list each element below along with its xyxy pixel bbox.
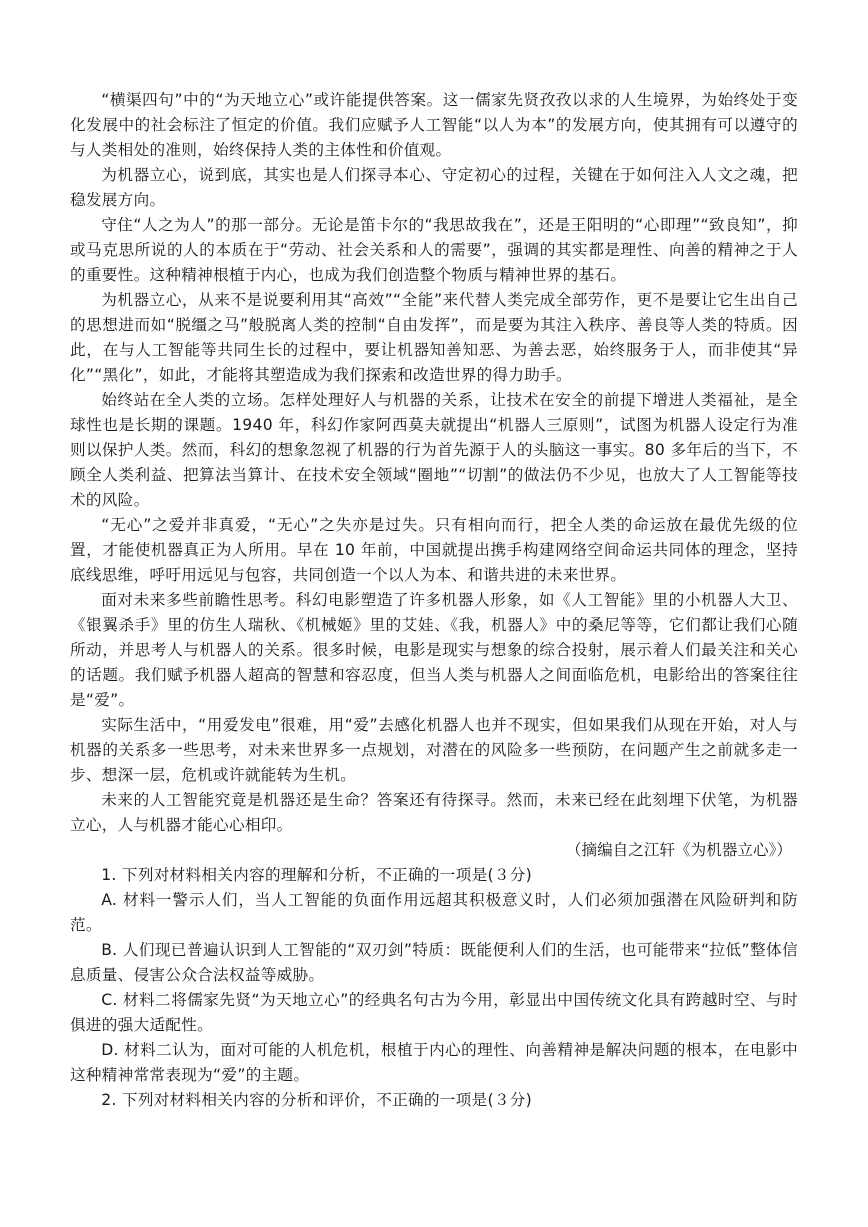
- question-1-option-d: D. 材料二认为，面对可能的人机危机，根植于内心的理性、向善精神是解决问题的根本，在电影中这种精神常常表现为“爱”的主题。: [70, 1041, 798, 1084]
- article-paragraph-6: “无心”之爱并非真爱，“无心”之失亦是过失。只有相向而行，把全人类的命运放在最优先级的位置，才能使机器真正为人所用。早在 10 年前，中国就提出携手构建网络空间命运共同体的理念，坚持底线思维，呼吁用远见与包容，共同创造一个以人为本、和谐共进的未来世界。: [70, 516, 798, 584]
- document-page: [70, 88, 798, 1113]
- article-paragraph-5: 始终站在全人类的立场。怎样处理好人与机器的关系，让技术在安全的前提下增进人类福祉，是全球性也是长期的课题。1940 年，科幻作家阿西莫夫就提出“机器人三原则”，试图为机器人设定行为准则以保护人类。然而，科幻的想象忽视了机器的行为首先源于人的头脑这一事实。80 多年后的当下，不顾全人类利益、把算法当算计、在技术安全领域“圈地”“切割”的做法仍不少见，也放大了人工智能等技术的风险。: [70, 391, 798, 509]
- question-2-stem: 2. 下列对材料相关内容的分析和评价，不正确的一项是(３分): [101, 1091, 533, 1109]
- article-paragraph-8: 实际生活中，“用爱发电”很难，用“爱”去感化机器人也并不现实，但如果我们从现在开始，对人与机器的关系多一些思考，对未来世界多一点规划，对潜在的风险多一些预防，在问题产生之前就多走一步、想深一层，危机或许就能转为生机。: [70, 716, 798, 784]
- question-1-option-c: C. 材料二将儒家先贤“为天地立心”的经典名句古为今用，彰显出中国传统文化具有跨越时空、与时俱进的强大适配性。: [70, 991, 798, 1034]
- article-paragraph-1: “横渠四句”中的“为天地立心”或许能提供答案。这一儒家先贤孜孜以求的人生境界，为始终处于变化发展中的社会标注了恒定的价值。我们应赋予人工智能“以人为本”的发展方向，使其拥有可以遵守的与人类相处的准则，始终保持人类的主体性和价值观。: [70, 91, 798, 159]
- article-paragraph-2: 为机器立心，说到底，其实也是人们探寻本心、守定初心的过程，关键在于如何注入人文之魂，把稳发展方向。: [70, 166, 798, 209]
- article-source: （摘编自之江轩《为机器立心》）: [565, 841, 792, 859]
- question-1-stem: 1. 下列对材料相关内容的理解和分析，不正确的一项是(３分): [101, 866, 533, 884]
- article-paragraph-9: 未来的人工智能究竟是机器还是生命？答案还有待探寻。然而，未来已经在此刻埋下伏笔，为机器立心，人与机器才能心心相印。: [70, 791, 798, 834]
- article-paragraph-7: 面对未来多些前瞻性思考。科幻电影塑造了许多机器人形象，如《人工智能》里的小机器人大卫、《银翼杀手》里的仿生人瑞秋、《机械姬》里的艾娃、《我，机器人》中的桑尼等等，它们都让我们心随所动，并思考人与机器人的关系。很多时候，电影是现实与想象的综合投射，展示着人们最关注和关心的话题。我们赋予机器人超高的智慧和容忍度，但当人类与机器人之间面临危机，电影给出的答案往往是“爱”。: [70, 591, 798, 709]
- article-paragraph-3: 守住“人之为人”的那一部分。无论是笛卡尔的“我思故我在”，还是王阳明的“心即理”“致良知”，抑或马克思所说的人的本质在于“劳动、社会关系和人的需要”，强调的其实都是理性、向善的精神之于人的重要性。这种精神根植于内心，也成为我们创造整个物质与精神世界的基石。: [70, 216, 798, 284]
- question-1-option-a: A. 材料一警示人们，当人工智能的负面作用远超其积极意义时，人们必须加强潜在风险研判和防范。: [70, 891, 798, 934]
- question-1-option-b: B. 人们现已普遍认识到人工智能的“双刃剑”特质：既能便利人们的生活，也可能带来“拉低”整体信息质量、侵害公众合法权益等威胁。: [70, 941, 798, 984]
- article-paragraph-4: 为机器立心，从来不是说要利用其“高效”“全能”来代替人类完成全部劳作，更不是要让它生出自己的思想进而如“脱缰之马”般脱离人类的控制“自由发挥”，而是要为其注入秩序、善良等人类的特质。因此，在与人工智能等共同生长的过程中，要让机器知善知恶、为善去恶，始终服务于人，而非使其“异化”“黑化”，如此，才能将其塑造成为我们探索和改造世界的得力助手。: [70, 291, 798, 384]
